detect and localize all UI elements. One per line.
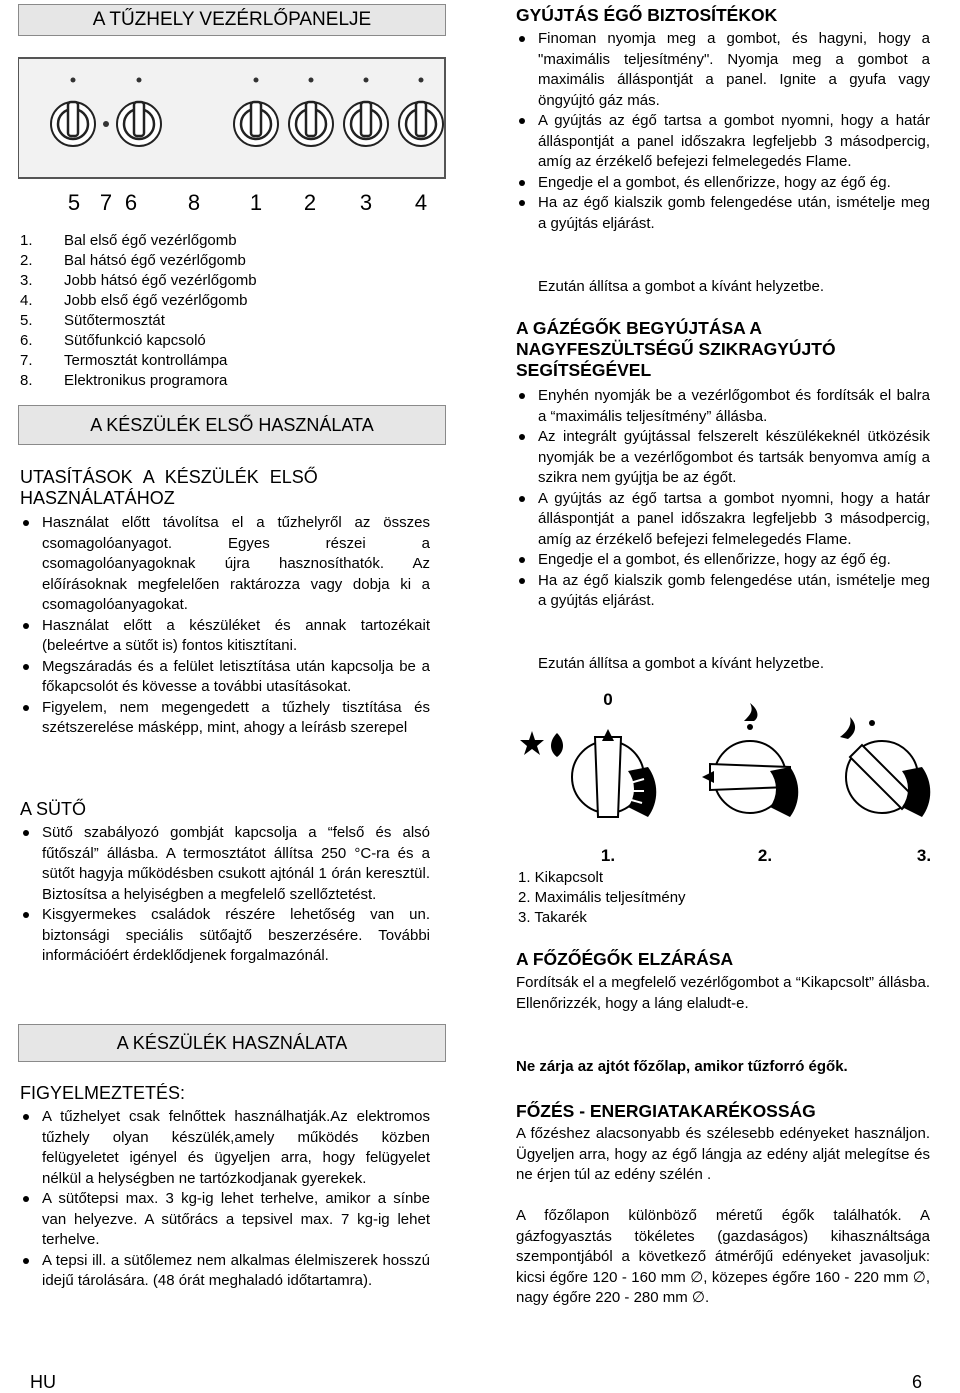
large-flame-icon: [551, 733, 563, 757]
close-text: Fordítsák el a megfelelő vezérlőgombot a “Kikapcsolt” állásba. Ellenőrizzék, hogy a láng elaludt-e.: [516, 974, 930, 1012]
cooking-paragraph-1: A főzéshez alacsonyabb és szélesebb edényeket használjon. Ügyeljen arra, hogy az égő lángja az edény alját melegítse és ne érjen túl az edény szélén .: [516, 1125, 930, 1183]
bullet-item: Az integrált gyújtással felszerelt készülékeknél ütközésik nyomják be a vezérlőgombot és tartsák benyomva amíg a szikra nem gyújtja be az égőt.: [516, 427, 930, 489]
list-text: Bal első égő vezérlőgomb: [64, 232, 237, 249]
ignition-after-text: Ezután állítsa a gombot a kívánt helyzetbe.: [538, 278, 825, 295]
list-item: [20, 231, 257, 251]
list-text: Jobb hátsó égő vezérlőgomb: [64, 272, 257, 289]
spark-heading-line-1: A GÁZÉGŐK BEGYÚJTÁSA A: [516, 318, 762, 338]
knob-position-item: 2. Maximális teljesítmény: [518, 889, 686, 906]
knob-position-item: 1. Kikapcsolt: [518, 869, 604, 886]
list-item: [20, 311, 257, 331]
ignition-heading: GYÚJTÁS ÉGŐ BIZTOSÍTÉKOK: [516, 5, 778, 25]
bullet-item: Ha az égő kialszik gomb felengedése után, ismételje meg a gyújtás eljárást.: [516, 193, 930, 234]
panel-number-label: 2: [303, 190, 317, 214]
panel-number-label: 1: [249, 190, 263, 214]
spark-heading-line-2: NAGYFESZÜLTSÉGŰ SZIKRAGYÚJTÓ: [516, 339, 836, 359]
knob-zero-label: 0: [603, 690, 613, 709]
list-text: Termosztát kontrollámpa: [64, 352, 228, 369]
bullet-item: A tepsi ill. a sütőlemez nem alkalmas élelmiszerek hosszú idejű tárolására. (48 órát meghaladó időtartamra).: [20, 1251, 430, 1292]
small-flame-icon: [520, 731, 544, 755]
panel-number-label: 6: [124, 190, 138, 214]
bullet-item: Sütő szabályozó gombját kapcsolja a “felső és alsó fűtőszál” állásba. A termosztátot állítsa 250 °C-ra és a sütőt hagyja működésben csukott ajtónál 1 órán keresztül. Biztosítsa a helyiségben a megfelelő szellőztetést.: [20, 823, 430, 905]
list-text: Elektronikus programora: [64, 372, 228, 389]
first-use-title: A KÉSZÜLÉK ELSŐ HASZNÁLATA: [90, 414, 374, 435]
list-text: Sütőtermosztát: [64, 312, 165, 329]
bullet-item: Használat előtt távolítsa el a tűzhelyről az összes csomagolóanyagot. Egyes részei a csomagolóanyagoknak újra hasznosíthatók. Az előírásoknak megfelelően raktározza vagy dobja ki a csomagolóanyagokat.: [20, 513, 430, 616]
knob-position-list: [518, 868, 686, 928]
oven-heading: A SÜTŐ: [20, 799, 87, 819]
list-item: [20, 371, 257, 391]
list-number: 1.: [20, 232, 33, 249]
bullet-item: Engedje el a gombot, és ellenőrizze, hogy az égő ég.: [516, 550, 930, 571]
knob-low-position: [840, 717, 930, 817]
bullet-item: A gyújtás az égő tartsa a gombot nyomni, hogy a határ álláspontját a panel időszakra legfeljebb 3 másodpercig, amíg az érzékelő befejezi felmelegedés Flame.: [516, 111, 930, 173]
oven-list: [20, 823, 430, 967]
panel-number-label: 8: [187, 190, 201, 214]
knob-position-item: 3. Takarék: [518, 909, 587, 926]
panel-number-label: 7: [99, 190, 113, 214]
list-item: [20, 291, 257, 311]
list-text: Jobb első égő vezérlőgomb: [64, 292, 248, 309]
knob-off-position: [572, 729, 656, 817]
bullet-item: Enyhén nyomják be a vezérlőgombot és fordítsák el balra a “maximális teljesítmény” állásba.: [516, 386, 930, 427]
spark-heading: [516, 318, 836, 381]
bullet-item: A tűzhelyet csak felnőttek használhatják.Az elektromos tűzhely olyan készülék,amely működés közben felügyeletet igényel és ügyeljen arra, hogy felügyelet nélkül a helységben ne tartózkodjanak gyerekek.: [20, 1107, 430, 1189]
bullet-item: Megszáradás és a felület letisztítása után kapcsolja be a főkapcsolót és kövesse a további utasításokat.: [20, 657, 430, 698]
panel-number-label: 3: [359, 190, 373, 214]
panel-title-box: [18, 4, 446, 36]
list-number: 5.: [20, 312, 33, 329]
spark-list: [516, 386, 930, 612]
close-heading: A FŐZŐÉGŐK ELZÁRÁSA: [516, 949, 734, 969]
instructions-heading-line-2: HASZNÁLATÁHOZ: [20, 488, 175, 508]
warning-heading: FIGYELMEZTETÉS:: [20, 1083, 186, 1103]
cooking-heading: FŐZÉS - ENERGIATAKARÉKOSSÁG: [516, 1101, 816, 1121]
bullet-item: Ha az égő kialszik gomb felengedése után, ismételje meg a gyújtás eljárást.: [516, 571, 930, 612]
list-text: Bal hátsó égő vezérlőgomb: [64, 252, 246, 269]
list-text: Sütőfunkció kapcsoló: [64, 332, 206, 349]
knob-positions-diagram: [512, 685, 942, 865]
bullet-item: A sütőtepsi max. 3 kg-ig lehet terhelve, amikor a sínbe van helyezve. A sütőrács a tepsivel max. 7 kg-ig lehet terhelve.: [20, 1189, 430, 1251]
instructions-heading: [20, 467, 440, 509]
control-panel-diagram: [18, 52, 446, 214]
list-number: 4.: [20, 292, 33, 309]
bullet-item: Használat előtt a készüléket és annak tartozékait (beleértve a sütőt is) fontos kitisztítani.: [20, 616, 430, 657]
bullet-item: Finoman nyomja meg a gombot, és hagyni, hogy a "maximális teljesítmény". Nyomja meg a gombot a maximális álláspontját a panel. Ignite a gyufa vagy öngyújtó gáz más.: [516, 29, 930, 111]
list-number: 6.: [20, 332, 33, 349]
warning-list: [20, 1107, 430, 1292]
list-item: [20, 351, 257, 371]
bullet-item: Figyelem, nem megengedett a tűzhely tisztítása és szétszerelése másképp, mint, ahogy a leírásb szerepel: [20, 698, 430, 739]
list-number: 7.: [20, 352, 33, 369]
list-item: [20, 251, 257, 271]
knob-label-1: 1.: [600, 846, 616, 865]
instructions-heading-line-1: UTASÍTÁSOK A KÉSZÜLÉK ELSŐ: [20, 467, 318, 487]
panel-number-label: 5: [67, 190, 81, 214]
footer-lang: HU: [30, 1372, 56, 1392]
knob-label-3: 3.: [916, 846, 932, 865]
panel-number-label: 4: [414, 190, 428, 214]
cooking-paragraph-2: A főzőlapon különböző méretű égők találhatók. A gázfogyasztás tökéletes (gazdaságos) kihasználtsága szempontjából a következő átmérőjű edényeket javasoljuk: kicsi égőre 120 - 160 mm ∅, közepes égőre 160 - 220 mm ∅, nagy égőre 220 - 280 mm ∅.: [516, 1207, 930, 1306]
spark-heading-line-3: SEGÍTSÉGÉVEL: [516, 360, 652, 380]
ignition-list: [516, 29, 930, 234]
list-item: [20, 331, 257, 351]
close-warning: Ne zárja az ajtót főzőlap, amikor tűzforró égők.: [516, 1058, 848, 1075]
instructions-list: [20, 513, 430, 739]
thermostat-lamp-icon: [103, 121, 109, 127]
knob-label-2: 2.: [757, 846, 773, 865]
panel-legend-list: [20, 231, 257, 391]
knob-max-position: [702, 703, 798, 817]
list-number: 8.: [20, 372, 33, 389]
usage-title: A KÉSZÜLÉK HASZNÁLATA: [116, 1032, 348, 1053]
spark-after-text: Ezután állítsa a gombot a kívánt helyzetbe.: [538, 655, 825, 672]
list-number: 2.: [20, 252, 33, 269]
usage-title-box: [18, 1024, 446, 1062]
list-number: 3.: [20, 272, 33, 289]
list-item: [20, 271, 257, 291]
footer-page-number: 6: [912, 1372, 923, 1392]
panel-title: A TŰZHELY VEZÉRLŐPANELJE: [92, 9, 372, 30]
bullet-item: Engedje el a gombot, és ellenőrizze, hogy az égő ég.: [516, 173, 930, 194]
first-use-title-box: [18, 405, 446, 445]
bullet-item: Kisgyermekes családok részére lehetőség van un. biztonsági speciális sütőajtő beszerzésére. További információért érdeklődjenek forgalmazónál.: [20, 905, 430, 967]
bullet-item: A gyújtás az égő tartsa a gombot nyomni, hogy a határ álláspontját a panel időszakra legfeljebb 3 másodpercig, amíg az érzékelő befejezi felmelegedés Flame.: [516, 489, 930, 551]
